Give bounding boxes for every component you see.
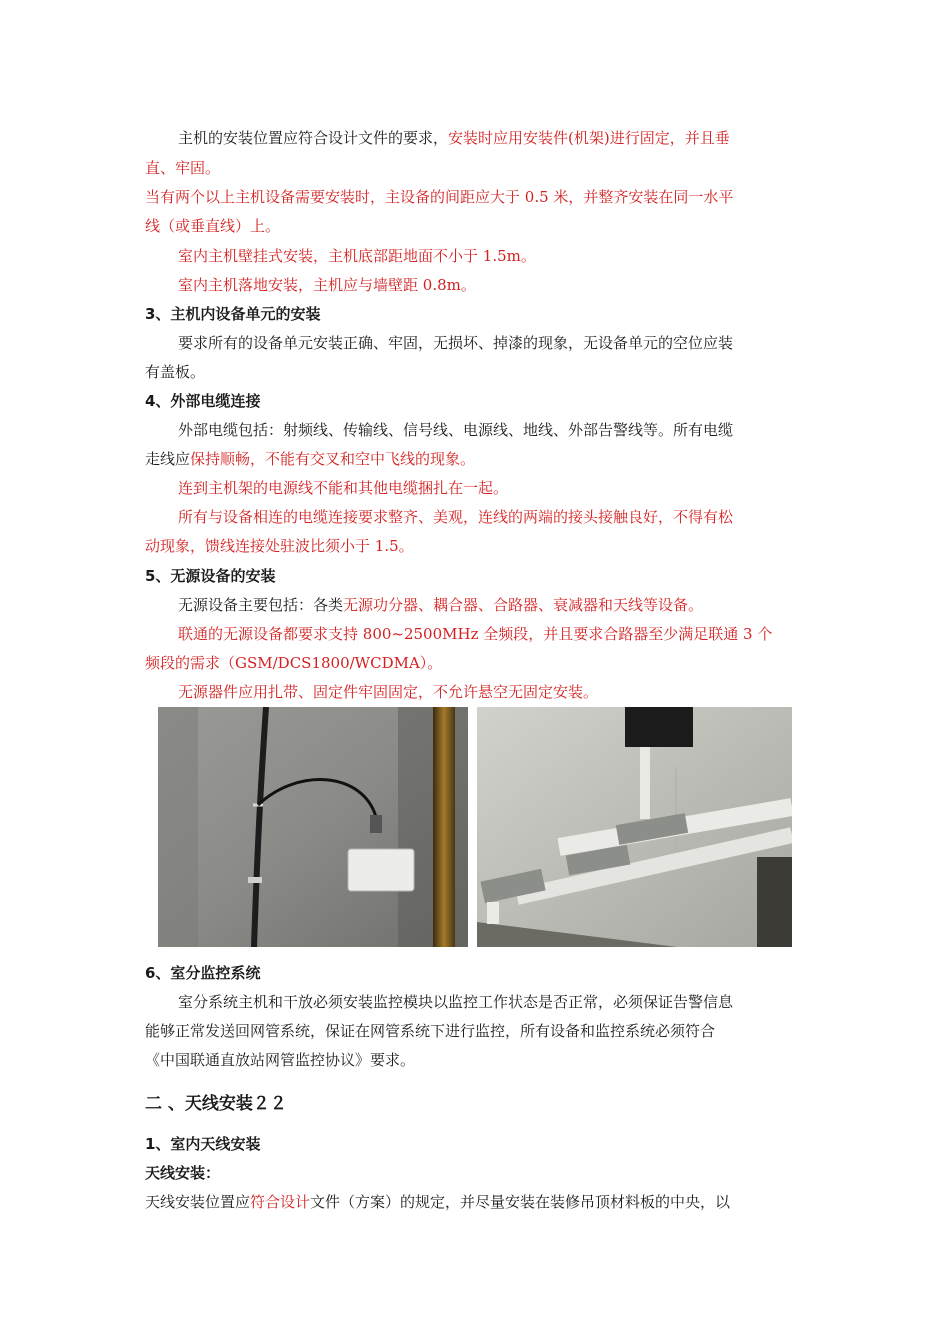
text-run-red: 安装时应用安装件(机架)进行固定，并且垂	[448, 129, 730, 147]
paragraph-line: 直、牢固。	[145, 159, 221, 177]
paragraph-line: 室分系统主机和干放必须安装监控模块以监控工作状态是否正常，必须保证告警信息	[178, 993, 734, 1011]
paragraph-line: 要求所有的设备单元安装正确、牢固，无损坏、掉漆的现象，无设备单元的空位应装	[178, 334, 734, 352]
text-run-red: 无源功分器、耦合器、合路器、衰减器和天线等设备。	[343, 596, 704, 614]
paragraph-line: 联通的无源设备都要求支持 800~2500MHz 全频段，并且要求合路器至少满足联通 3 个	[178, 625, 773, 643]
paragraph-line: 《中国联通直放站网管监控协议》要求。	[145, 1051, 416, 1069]
text-run: 走线应	[145, 450, 191, 468]
paragraph-line	[145, 449, 810, 469]
section-heading-3: 3、主机内设备单元的安装	[145, 305, 321, 323]
paragraph-line: 当有两个以上主机设备需要安装时，主设备的间距应大于 0.5 米，并整齐安装在同一水平	[145, 188, 734, 206]
subsection-heading: 1、室内天线安装	[145, 1135, 261, 1153]
section-heading-4: 4、外部电缆连接	[145, 392, 261, 410]
paragraph-line: 有盖板。	[145, 363, 206, 381]
paragraph-line	[145, 1192, 810, 1212]
paragraph-line: 连到主机架的电源线不能和其他电缆捆扎在一起。	[178, 479, 509, 497]
subsection-heading: 天线安装：	[145, 1164, 221, 1182]
text-run: 主机的安装位置应符合设计文件的要求，	[178, 129, 449, 147]
paragraph-line: 室内主机落地安装，主机应与墙壁距 0.8m。	[178, 276, 476, 294]
text-run: 文件（方案）的规定，并尽量安装在装修吊顶材料板的中央，以	[310, 1193, 731, 1211]
text-run: 无源设备主要包括：各类	[178, 596, 344, 614]
paragraph-line: 外部电缆包括：射频线、传输线、信号线、电源线、地线、外部告警线等。所有电缆	[178, 421, 734, 439]
photo-wall-antenna	[158, 707, 468, 947]
chapter-heading: 二 、天线安装２２	[145, 1094, 287, 1114]
paragraph-line	[178, 128, 843, 148]
paragraph-line: 室内主机壁挂式安装，主机底部距地面不小于 1.5m。	[178, 247, 536, 265]
text-run-red: 保持顺畅，不能有交叉和空中飞线的现象。	[190, 450, 476, 468]
paragraph-line: 所有与设备相连的电缆连接要求整齐、美观，连线的两端的接头接触良好，不得有松	[178, 508, 734, 526]
photo-passive-devices	[477, 707, 792, 947]
paragraph-line: 动现象，馈线连接处驻波比须小于 1.5。	[145, 537, 414, 555]
section-heading-5: 5、无源设备的安装	[145, 567, 276, 585]
paragraph-line: 无源器件应用扎带、固定件牢固固定，不允许悬空无固定安装。	[178, 683, 599, 701]
paragraph-line: 频段的需求（GSM/DCS1800/WCDMA）。	[145, 654, 443, 672]
photo-wall-antenna-image	[158, 707, 468, 947]
text-run: 天线安装位置应	[145, 1193, 251, 1211]
section-heading-6: 6、室分监控系统	[145, 964, 261, 982]
paragraph-line: 能够正常发送回网管系统，保证在网管系统下进行监控，所有设备和监控系统必须符合	[145, 1022, 716, 1040]
paragraph-line	[178, 595, 843, 615]
photo-passive-devices-image	[477, 707, 792, 947]
text-run-red: 符合设计	[250, 1193, 311, 1211]
paragraph-line: 线（或垂直线）上。	[145, 217, 281, 235]
